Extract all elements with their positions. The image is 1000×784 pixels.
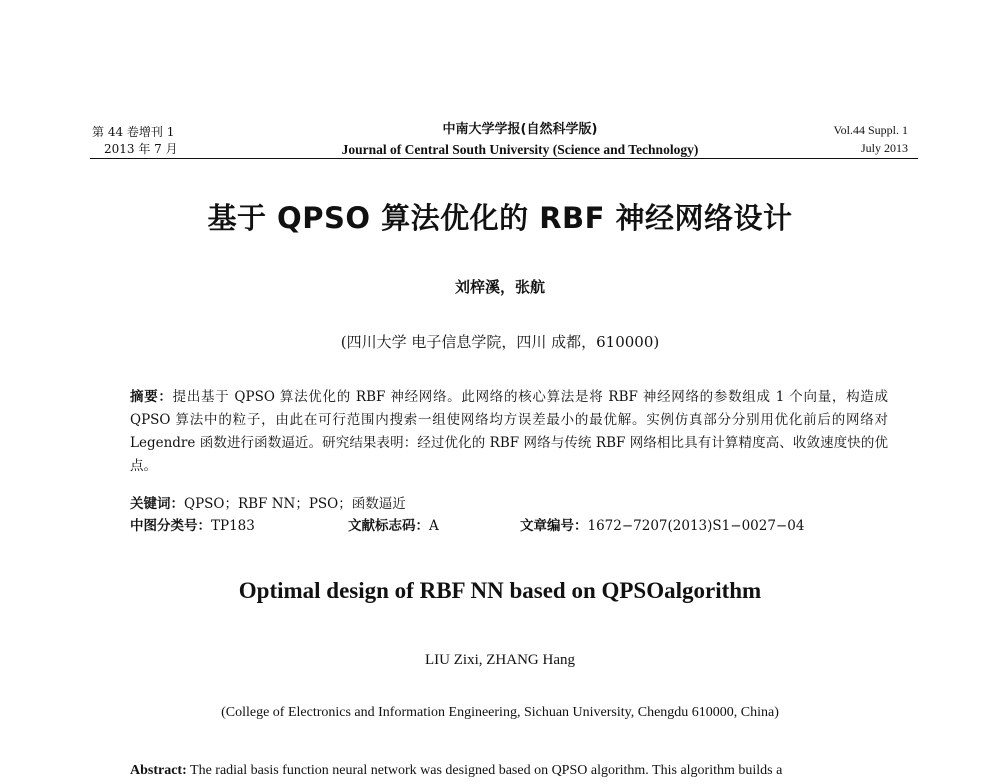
doc-code-label: 文献标志码： (348, 518, 429, 534)
header-rule (90, 158, 918, 159)
journal-name (300, 120, 740, 160)
clc-label: 中图分类号： (130, 518, 211, 534)
clc-number (130, 514, 255, 534)
document-code (348, 514, 439, 534)
journal-name-cn: 中南大学学报(自然科学版) (442, 122, 598, 137)
abstract-text-cn: 提出基于 QPSO 算法优化的 RBF 神经网络。此网络的核心算法是将 RBF 神经网络的参数组成 1 个向量，构造成 QPSO 算法中的粒子，由此在可行范围内搜索一组使网络均方误差最小的最优解。实例仿真部分分别用优化前后的网络对 Legendre 函数进行函数逼近。研究结果表明：经过优化的 RBF 网络与传统 RBF 网络相比具有计算精度高、收敛速度快的优点。 (130, 389, 889, 474)
volume-cn: 第 44 卷增刊 1 (92, 125, 175, 139)
date-cn: 2013 年 7 月 (104, 142, 178, 156)
authors-en: LIU Zixi, ZHANG Hang (425, 652, 575, 668)
abstract-label-en: Abstract: (130, 763, 187, 778)
keywords-cn (130, 492, 406, 512)
paper-title-en: Optimal design of RBF NN based on QPSOalgorithm (238, 578, 762, 603)
article-no-value: 1672−7207(2013)S1−0027−04 (587, 518, 805, 534)
authors-cn: 刘梓溪，张航 (454, 278, 545, 296)
article-no-label: 文章编号： (520, 518, 588, 534)
journal-volume-en (834, 121, 908, 157)
clc-value: TP183 (211, 518, 255, 534)
volume-en: Vol.44 Suppl. 1 (833, 123, 908, 137)
keywords-text-cn: QPSO；RBF NN；PSO；函数逼近 (184, 496, 406, 512)
affiliation-en: (College of Electronics and Information Engineering, Sichuan University, Chengdu 610000, China) (221, 705, 779, 720)
date-en: July 2013 (860, 141, 908, 155)
abstract-cn (130, 386, 888, 478)
article-number (520, 514, 804, 534)
affiliation-cn: (四川大学 电子信息学院，四川 成都，610000) (340, 333, 660, 351)
keywords-label-cn: 关键词： (130, 496, 184, 512)
abstract-en (130, 763, 888, 779)
journal-name-en: Journal of Central South University (Science and Technology) (341, 142, 699, 157)
doc-code-value: A (429, 518, 439, 534)
journal-volume-cn (92, 124, 178, 158)
paper-title-cn: 基于 QPSO 算法优化的 RBF 神经网络设计 (207, 201, 793, 235)
abstract-text-en: The radial basis function neural network was designed based on QPSO algorithm. This algorithm builds a (190, 763, 783, 778)
abstract-label-cn: 摘要： (130, 389, 173, 405)
